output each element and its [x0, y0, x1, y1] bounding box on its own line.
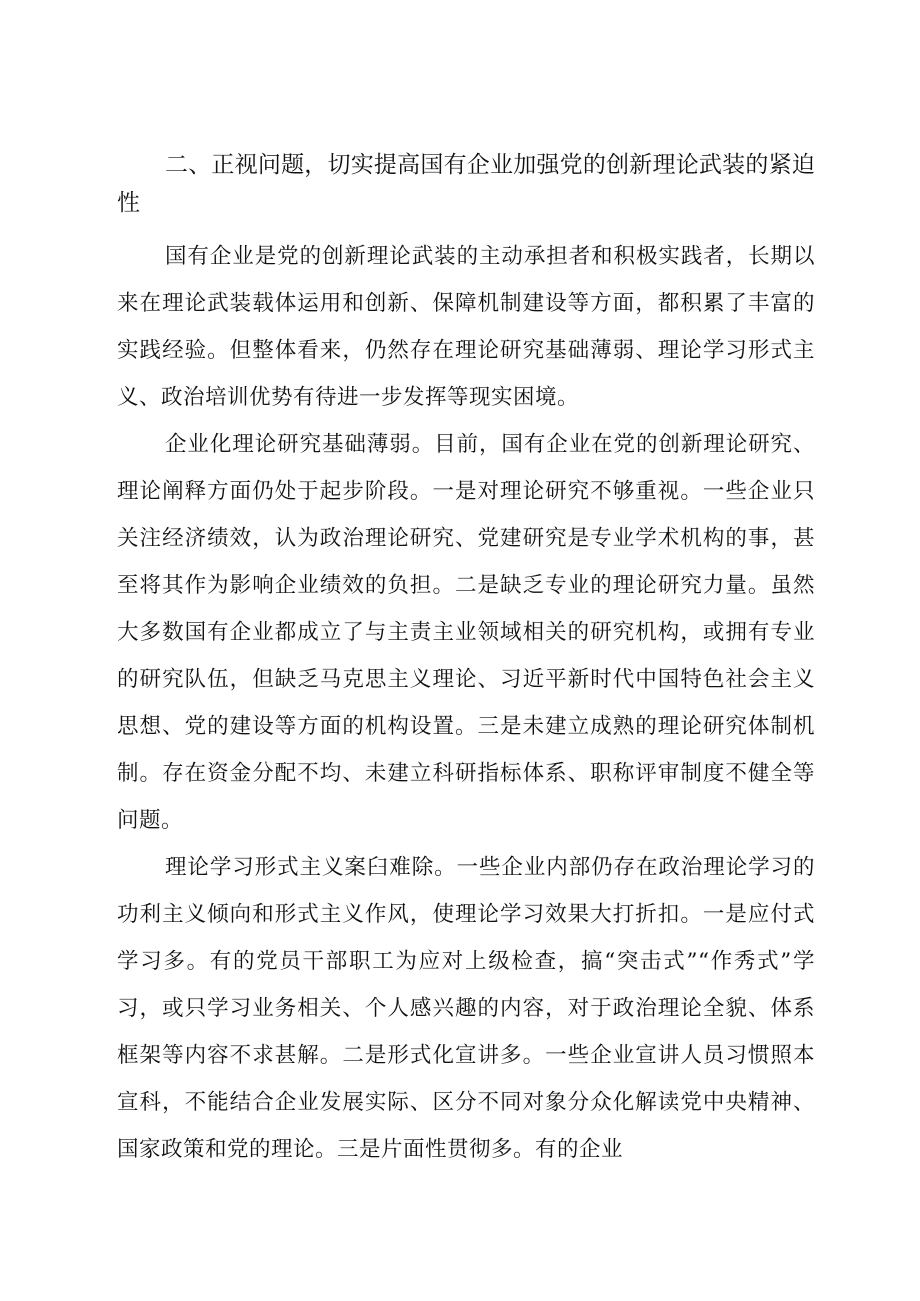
- paragraph-intro: 国有企业是党的创新理论武装的主动承担者和积极实践者，长期以来在理论武装载体运用和创新、保障机制建设等方面，都积累了丰富的实践经验。但整体看来，仍然存在理论研究基础薄弱、理论学习形式主义、政治培训优势有待进一步发挥等现实困境。: [117, 244, 815, 410]
- paragraph-theory-study: 理论学习形式主义案臼难除。一些企业内部仍存在政治理论学习的功利主义倾向和形式主义作风，使理论学习效果大打折扣。一是应付式学习多。有的党员干部职工为应对上级检查，搞“突击式”“作秀式”学习，或只学习业务相关、个人感兴趣的内容，对于政治理论全貌、体系框架等内容不求甚解。二是形式化宣讲多。一些企业宣讲人员习惯照本宣科，不能结合企业发展实际、区分不同对象分众化解读党中央精神、国家政策和党的理论。三是片面性贯彻多。有的企业: [117, 855, 815, 1162]
- document-body: [117, 146, 815, 1173]
- section-heading: 二、正视问题，切实提高国有企业加强党的创新理论武装的紧迫性: [117, 152, 815, 216]
- paragraph-theory-research: 企业化理论研究基础薄弱。目前，国有企业在党的创新理论研究、理论阐释方面仍处于起步阶段。一是对理论研究不够重视。一些企业只关注经济绩效，认为政治理论研究、党建研究是专业学术机构的事，甚至将其作为影响企业绩效的负担。二是缺乏专业的理论研究力量。虽然大多数国有企业都成立了与主责主业领域相关的研究机构，或拥有专业的研究队伍，但缺乏马克思主义理论、习近平新时代中国特色社会主义思想、党的建设等方面的机构设置。三是未建立成熟的理论研究体制机制。存在资金分配不均、未建立科研指标体系、职称评审制度不健全等问题。: [117, 432, 815, 833]
